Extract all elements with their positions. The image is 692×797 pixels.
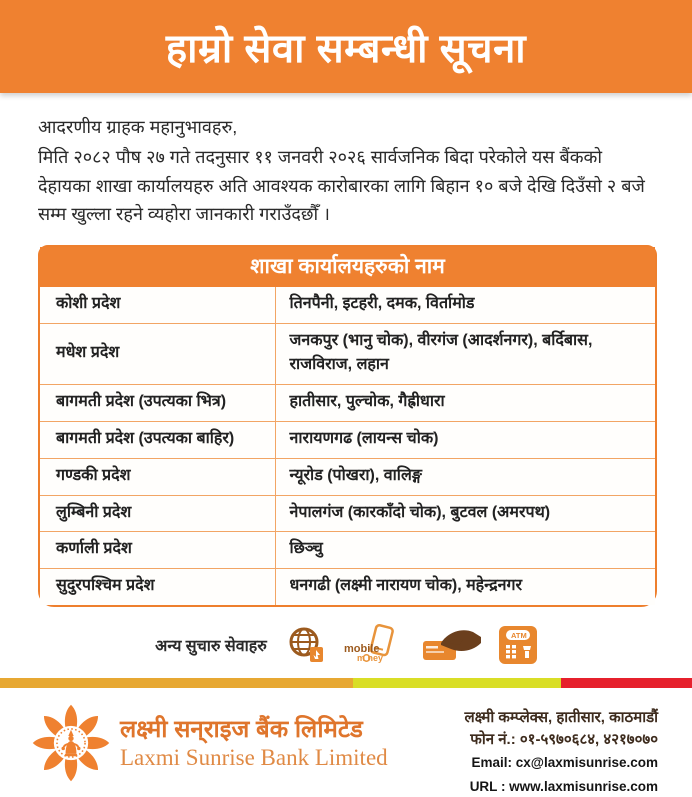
province-cell: बागमती प्रदेश (उपत्यका बाहिर) <box>40 422 276 458</box>
svg-text:m ney: m ney <box>356 652 383 663</box>
table-row <box>40 531 655 568</box>
address-line: लक्ष्मी कम्प्लेक्स, हातीसार, काठमाडौं <box>464 708 658 726</box>
province-cell: कर्णाली प्रदेश <box>40 532 276 568</box>
notice-body-text: मिति २०८२ पौष २७ गते तदनुसार ११ जनवरी २०२६ सार्वजनिक बिदा परेकोले यस बैंकको देहायका शाखा कार्यालयहरु अति आवश्यक कारोबारका लागि बिहान १० बजे देखि दिउँसो २ बजे सम्म खुल्ला रहने व्यहोरा जानकारी गराउँदछौँ । <box>38 147 645 225</box>
province-cell: लुम्बिनी प्रदेश <box>40 496 276 532</box>
brand-stripe <box>0 678 692 688</box>
branches-cell: नेपालगंज (कारकाँदो चोक), बुटवल (अमरपथ) <box>289 503 551 521</box>
province-cell: सुदुरपश्चिम प्रदेश <box>40 569 276 605</box>
title-banner <box>0 0 692 93</box>
stripe-lime-segment <box>353 678 561 688</box>
email-line: Email: cx@laxmisunrise.com <box>471 755 658 771</box>
table-header: शाखा कार्यालयहरुको नाम <box>40 247 655 287</box>
contact-block <box>465 703 658 797</box>
bank-names <box>120 703 388 771</box>
table-body <box>40 287 655 605</box>
services-row <box>0 624 692 666</box>
svg-text:mobile: mobile <box>343 642 380 655</box>
table-row <box>40 421 655 458</box>
page-title: हाम्रो सेवा सम्बन्धी सूचना <box>165 27 527 71</box>
services-label: अन्य सुचारु सेवाहरु <box>155 637 267 655</box>
province-cell: कोशी प्रदेश <box>40 287 276 323</box>
table-row <box>40 495 655 532</box>
bank-name-english: Laxmi Sunrise Bank Limited <box>120 744 388 770</box>
card-payment-icon <box>423 627 481 663</box>
internet-banking-icon <box>289 626 325 664</box>
svg-text:ATM: ATM <box>510 630 527 640</box>
branches-cell: हातीसार, पुल्चोक, गैह्रीधारा <box>289 393 445 411</box>
url-line: URL : www.laxmisunrise.com <box>469 778 658 794</box>
phone-line: फोन नं.: ०१-५९७०६८४, ४२१७०७० <box>470 730 658 748</box>
branches-cell: जनकपुर (भानु चोक), वीरगंज (आदर्शनगर), बर्दिबास, राजविराज, लहान <box>289 331 593 374</box>
branches-cell: न्यूरोड (पोखरा), वालिङ्ग <box>289 466 422 484</box>
branches-cell: तिनपैनी, इटहरी, दमक, विर्तामोड <box>289 294 475 312</box>
atm-icon <box>499 626 537 664</box>
stripe-amber-segment <box>0 678 353 688</box>
mobile-money-icon <box>343 625 405 665</box>
table-row <box>40 458 655 495</box>
branches-cell: छिञ्चु <box>289 540 323 558</box>
branches-cell: धनगढी (लक्ष्मी नारायण चोक), महेन्द्रनगर <box>289 577 523 595</box>
province-cell: बागमती प्रदेश (उपत्यका भित्र) <box>40 385 276 421</box>
stripe-red-segment <box>561 678 692 688</box>
table-row <box>40 568 655 605</box>
province-cell: मधेश प्रदेश <box>40 324 276 385</box>
footer-brand <box>32 703 388 797</box>
greeting-line: आदरणीय ग्राहक महानुभावहरु, <box>38 117 238 137</box>
branch-table <box>38 245 657 607</box>
province-cell: गण्डकी प्रदेश <box>40 459 276 495</box>
intro-text <box>38 113 656 229</box>
bank-logo-icon <box>32 703 110 788</box>
table-row <box>40 384 655 421</box>
footer <box>0 688 692 797</box>
table-row <box>40 323 655 385</box>
bank-name-nepali: लक्ष्मी सन्‌राइज बैंक लिमिटेड <box>120 715 363 743</box>
table-row <box>40 287 655 323</box>
branches-cell: नारायणगढ (लायन्स चोक) <box>289 429 439 447</box>
